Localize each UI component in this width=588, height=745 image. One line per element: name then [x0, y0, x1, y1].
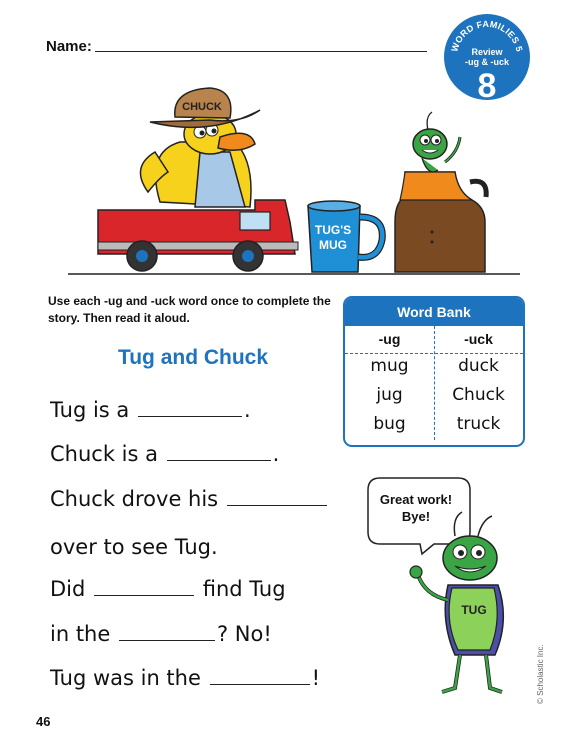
- instructions-ug: -ug: [104, 294, 123, 308]
- badge-review-label: Review: [471, 47, 503, 57]
- hat-text: CHUCK: [182, 101, 222, 113]
- word-bank-word: Chuck: [452, 385, 505, 405]
- word-bank-word: bug: [373, 414, 406, 434]
- name-line[interactable]: [95, 51, 427, 52]
- story-title: Tug and Chuck: [117, 346, 269, 369]
- badge-review: [444, 47, 530, 67]
- story-text: .: [243, 398, 251, 422]
- story-text: over to see Tug.: [50, 535, 218, 559]
- answer-blank[interactable]: [119, 639, 215, 641]
- word-bank-ug-header: -ug: [378, 331, 401, 347]
- jug-illustration: [395, 172, 486, 272]
- word-bank-word: mug: [370, 356, 409, 376]
- word-bank-word: truck: [456, 414, 501, 434]
- story-line-4: [50, 535, 218, 559]
- name-label: Name:: [46, 38, 92, 55]
- mug-text-2: MUG: [319, 238, 347, 252]
- badge-number: 8: [477, 67, 497, 105]
- story-text: in the: [50, 622, 111, 646]
- badge-families: -ug & -uck: [465, 57, 509, 67]
- tugs-mug-illustration: [308, 201, 382, 272]
- story-line-2: [50, 442, 279, 466]
- instructions-part2: and: [122, 294, 151, 308]
- story-text: ? No!: [216, 622, 272, 646]
- story-line-6: [50, 622, 272, 646]
- word-bank-word: jug: [376, 385, 403, 405]
- answer-blank[interactable]: [138, 415, 242, 417]
- mug-text-1: TUG'S: [314, 223, 352, 237]
- story-text: find Tug: [202, 577, 286, 601]
- word-bank-title: Word Bank: [345, 298, 523, 326]
- story-line-5: [50, 577, 286, 601]
- story-text: !: [311, 666, 321, 690]
- word-bank: [343, 296, 525, 447]
- answer-blank[interactable]: [210, 683, 310, 685]
- copyright: © Scholastic Inc.: [536, 644, 545, 704]
- duck-chuck-illustration: [140, 88, 260, 207]
- instructions-uck: -uck: [150, 294, 176, 308]
- story-text: Chuck is a: [50, 442, 158, 466]
- story-illustration: [60, 82, 530, 282]
- instructions: [48, 293, 338, 327]
- answer-blank[interactable]: [227, 504, 327, 506]
- story-text: Chuck drove his: [50, 487, 219, 511]
- story-line-3: [50, 487, 329, 511]
- answer-blank[interactable]: [94, 594, 194, 596]
- answer-blank[interactable]: [167, 459, 271, 461]
- instructions-part3: word once to complete the story. Then read it aloud.: [48, 294, 331, 325]
- story-line-1: [50, 398, 251, 422]
- bug-in-jug-illustration: [413, 112, 460, 172]
- badge-arc-text: WORD FAMILIES 5: [449, 18, 525, 53]
- instructions-part1: Use each: [48, 294, 105, 308]
- word-bank-word: duck: [458, 356, 499, 376]
- speech-line-1: Great work!: [379, 492, 453, 507]
- story-text: .: [272, 442, 280, 466]
- red-truck-illustration: [98, 200, 298, 271]
- page-number: 46: [36, 714, 51, 729]
- word-bank-uck-column: [434, 326, 523, 439]
- speech-line-2: Bye!: [401, 509, 431, 524]
- story-text: Tug is a: [50, 398, 130, 422]
- story-text: Tug was in the: [50, 666, 201, 690]
- story-text: Did: [50, 577, 86, 601]
- word-bank-uck-header: -uck: [464, 331, 493, 347]
- tug-bug-illustration: [400, 510, 525, 705]
- word-bank-ug-column: [345, 326, 434, 439]
- bug-label: TUG: [461, 603, 487, 617]
- story-line-7: [50, 666, 320, 690]
